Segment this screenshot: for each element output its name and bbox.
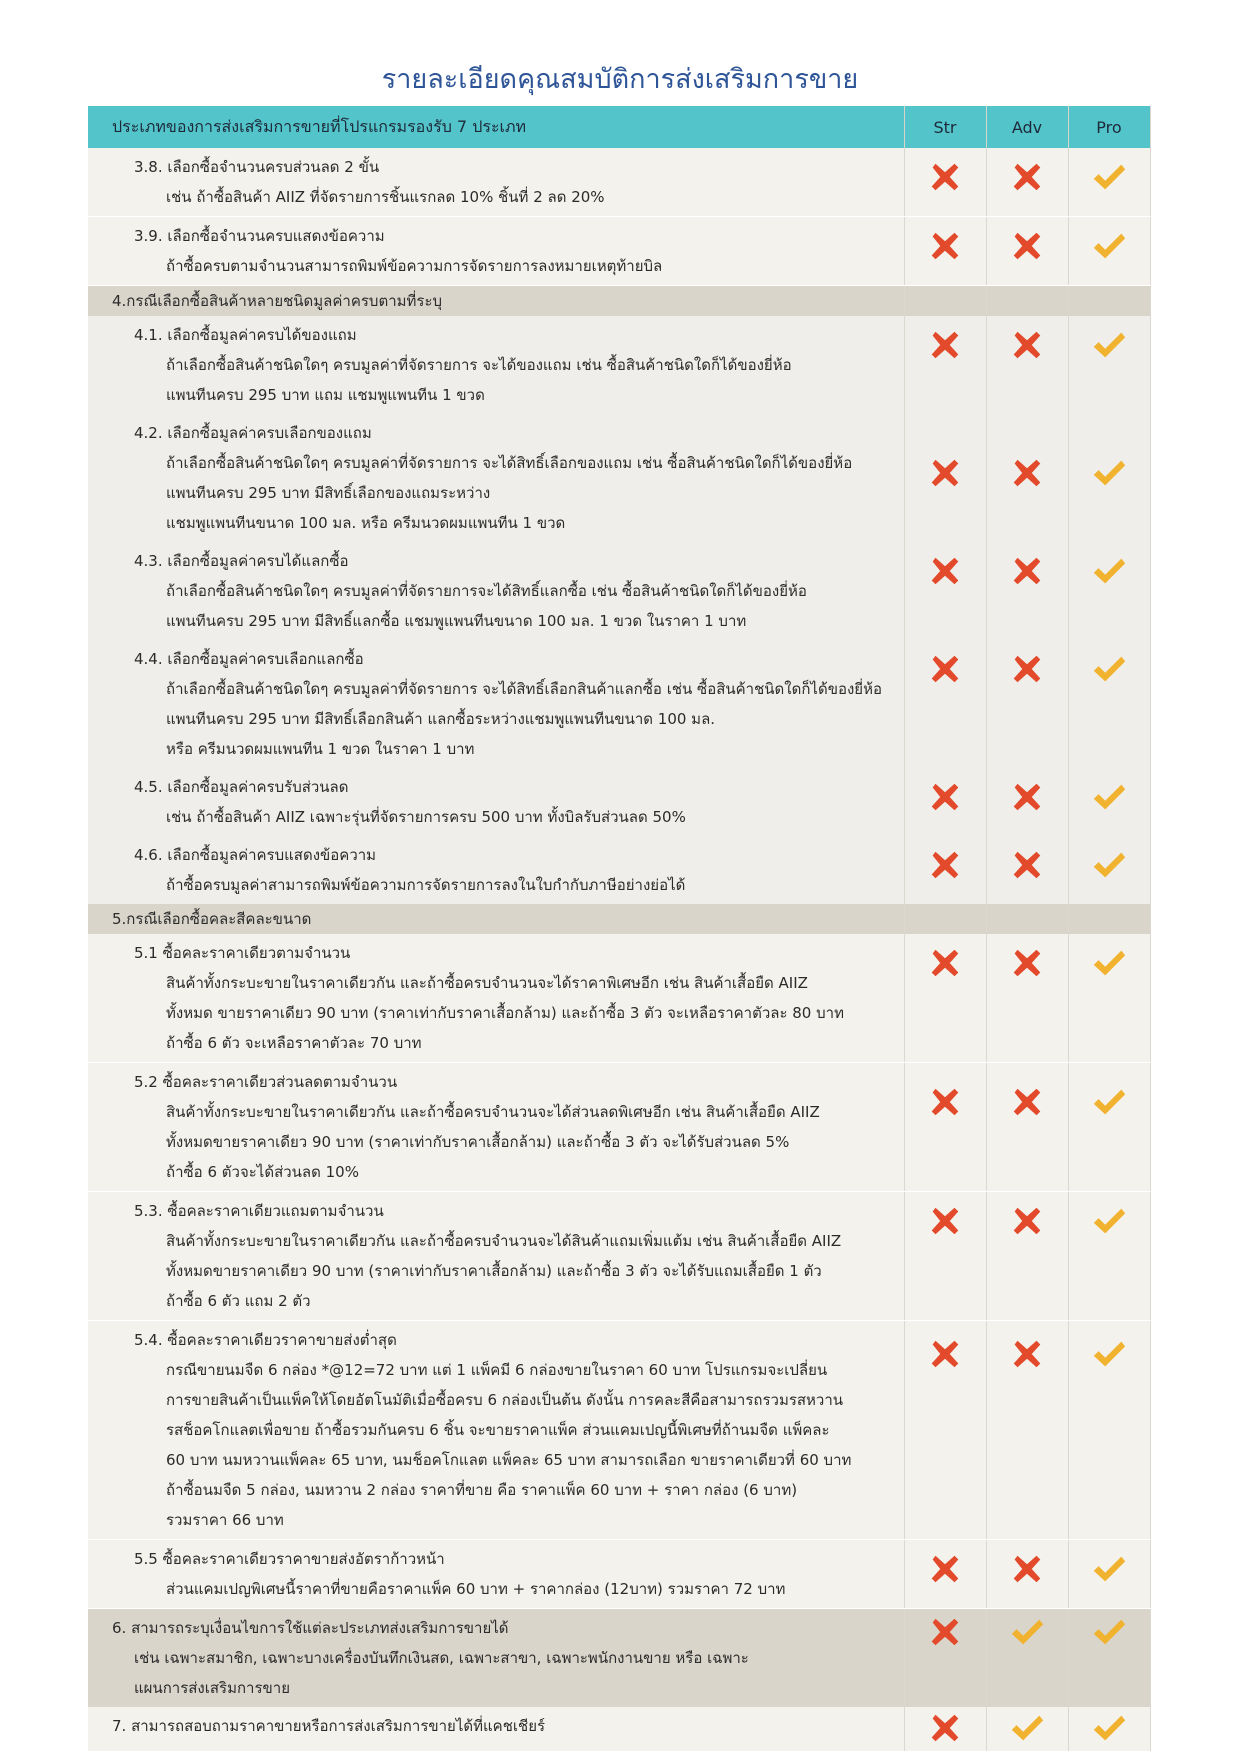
- item-title: 3.9. เลือกซื้อจำนวนครบแสดงข้อความ: [134, 227, 385, 245]
- check-icon: [1069, 1321, 1150, 1373]
- table-row: [88, 1063, 1150, 1192]
- check-icon: [1069, 414, 1150, 492]
- check-icon: [1069, 542, 1150, 590]
- item-title: 5.5 ซื้อคละราคาเดียวราคาขายส่งอัตราก้าวหน้า: [134, 1550, 445, 1568]
- check-icon: [1069, 217, 1150, 265]
- item-detail: เช่น เฉพาะสมาชิก, เฉพาะบางเครื่องบันทึกเงินสด, เฉพาะสาขา, เฉพาะพนักงานขาย หรือ เฉพาะ: [134, 1649, 749, 1667]
- cross-icon: [987, 148, 1068, 196]
- cross-icon: [905, 542, 986, 590]
- cross-icon: [905, 640, 986, 688]
- item-detail: ถ้าซื้อครบมูลค่าสามารถพิมพ์ข้อความการจัดรายการลงในใบกำกับภาษีอย่างย่อได้: [166, 876, 686, 894]
- item-detail: ถ้าซื้อครบตามจำนวนสามารถพิมพ์ข้อความการจัดรายการลงหมายเหตุท้ายบิล: [166, 257, 663, 275]
- check-icon: [1069, 934, 1150, 982]
- cross-icon: [987, 836, 1068, 884]
- table-row: [88, 768, 1150, 836]
- item-title: 6. สามารถระบุเงื่อนไขการใช้แต่ละประเภทส่งเสริมการขายได้: [112, 1619, 509, 1637]
- item-detail: แชมพูแพนทีนขนาด 100 มล. หรือ ครีมนวดผมแพนทีน 1 ขวด: [166, 514, 566, 532]
- cross-icon: [905, 1063, 986, 1121]
- item-detail: สินค้าทั้งกระบะขายในราคาเดียวกัน และถ้าซื้อครบจำนวนจะได้สินค้าแถมเพิ่มแต้ม เช่น สินค้าเสื้อยืด AIIZ: [166, 1232, 842, 1250]
- cross-icon: [905, 1707, 986, 1751]
- item-detail: แผนการส่งเสริมการขาย: [134, 1679, 291, 1697]
- item-title: 5.2 ซื้อคละราคาเดียวส่วนลดตามจำนวน: [134, 1073, 398, 1091]
- cross-icon: [905, 1321, 986, 1373]
- cross-icon: [905, 217, 986, 265]
- item-detail: แพนทีนครบ 295 บาท มีสิทธิ์เลือกสินค้า แลกซื้อระหว่างแชมพูแพนทีนขนาด 100 มล.: [166, 710, 716, 728]
- promotion-feature-table: [88, 106, 1151, 1752]
- table-row: [88, 836, 1150, 904]
- table-row: [88, 1192, 1150, 1321]
- cross-icon: [905, 1192, 986, 1240]
- check-icon: [1069, 316, 1150, 364]
- header-description: ประเภทของการส่งเสริมการขายที่โปรแกรมรองรับ 7 ประเภท: [88, 106, 904, 148]
- item-detail: ถ้าซื้อ 6 ตัว แถม 2 ตัว: [166, 1292, 311, 1310]
- check-icon: [1069, 836, 1150, 884]
- header-str: Str: [904, 106, 986, 148]
- check-icon: [1069, 1609, 1150, 1651]
- header-adv: Adv: [986, 106, 1068, 148]
- cross-icon: [905, 148, 986, 196]
- cross-icon: [987, 1063, 1068, 1121]
- cross-icon: [987, 1192, 1068, 1240]
- item-title: 4.6. เลือกซื้อมูลค่าครบแสดงข้อความ: [134, 846, 377, 864]
- cross-icon: [987, 316, 1068, 364]
- cross-icon: [905, 836, 986, 884]
- check-icon: [1069, 1707, 1150, 1751]
- item-detail: ทั้งหมดขายราคาเดียว 90 บาท (ราคาเท่ากับราคาเสื้อกล้าม) และถ้าซื้อ 3 ตัว จะได้รับแถมเสื้อยืด 1 ตัว: [166, 1262, 822, 1280]
- cross-icon: [905, 934, 986, 982]
- check-icon: [1069, 1063, 1150, 1121]
- section-title: 4.กรณีเลือกซื้อสินค้าหลายชนิดมูลค่าครบตามที่ระบุ: [112, 292, 443, 310]
- cross-icon: [987, 217, 1068, 265]
- table-row: [88, 148, 1150, 217]
- cross-icon: [987, 1540, 1068, 1588]
- section-row: [88, 286, 1150, 317]
- item-detail: ทั้งหมดขายราคาเดียว 90 บาท (ราคาเท่ากับราคาเสื้อกล้าม) และถ้าซื้อ 3 ตัว จะได้รับส่วนลด 5%: [166, 1133, 790, 1151]
- item-title: 4.4. เลือกซื้อมูลค่าครบเลือกแลกซื้อ: [134, 650, 364, 668]
- table-row: [88, 542, 1150, 640]
- table-row: [88, 316, 1150, 414]
- cross-icon: [905, 316, 986, 364]
- item-title: 4.3. เลือกซื้อมูลค่าครบได้แลกซื้อ: [134, 552, 349, 570]
- cross-icon: [905, 768, 986, 816]
- item-detail: ถ้าเลือกซื้อสินค้าชนิดใดๆ ครบมูลค่าที่จัดรายการจะได้สิทธิ์แลกซื้อ เช่น ซื้อสินค้าชนิดใดก็ได้ของยี่ห้อ: [166, 582, 807, 600]
- item-detail: กรณีขายนมจืด 6 กล่อง *@12=72 บาท แต่ 1 แพ็คมี 6 กล่องขายในราคา 60 บาท โปรแกรมจะเปลี่ยน: [166, 1361, 828, 1379]
- table-row: [88, 640, 1150, 768]
- cross-icon: [987, 768, 1068, 816]
- check-icon: [987, 1609, 1068, 1651]
- table-header-row: [88, 106, 1150, 148]
- section-title: 5.กรณีเลือกซื้อคละสีคละขนาด: [112, 910, 312, 928]
- cross-icon: [905, 414, 986, 492]
- check-icon: [987, 1707, 1068, 1751]
- item-detail: ทั้งหมด ขายราคาเดียว 90 บาท (ราคาเท่ากับราคาเสื้อกล้าม) และถ้าซื้อ 3 ตัว จะเหลือราคาตัวละ 80 บาท: [166, 1004, 844, 1022]
- section-row: [88, 904, 1150, 934]
- item-title: 5.3. ซื้อคละราคาเดียวแถมตามจำนวน: [134, 1202, 384, 1220]
- item-title: 7. สามารถสอบถามราคาขายหรือการส่งเสริมการขายได้ที่แคชเชียร์: [112, 1717, 546, 1735]
- item-title: 5.4. ซื้อคละราคาเดียวราคาขายส่งต่ำสุด: [134, 1331, 397, 1349]
- item-detail: 60 บาท นมหวานแพ็คละ 65 บาท, นมช็อคโกแลต แพ็คละ 65 บาท สามารถเลือก ขายราคาเดียวที่ 60 บาท: [166, 1451, 852, 1469]
- item-title: 5.1 ซื้อคละราคาเดียวตามจำนวน: [134, 944, 351, 962]
- item-detail: ถ้าเลือกซื้อสินค้าชนิดใดๆ ครบมูลค่าที่จัดรายการ จะได้สิทธิ์เลือกสินค้าแลกซื้อ เช่น ซื้อสินค้าชนิดใดก็ได้ของยี่ห้อ: [166, 680, 882, 698]
- table-row: [88, 1540, 1150, 1609]
- item-detail: การขายสินค้าเป็นแพ็คให้โดยอัตโนมัติเมื่อซื้อครบ 6 กล่องเป็นต้น ดังนั้น การคละสีคือสามารถรวมรสหวาน: [166, 1391, 844, 1409]
- item-detail: ถ้าเลือกซื้อสินค้าชนิดใดๆ ครบมูลค่าที่จัดรายการ จะได้สิทธิ์เลือกของแถม เช่น ซื้อสินค้าชนิดใดก็ได้ของยี่ห้อ: [166, 454, 853, 472]
- item-detail: ส่วนแคมเปญพิเศษนี้ราคาที่ขายคือราคาแพ็ค 60 บาท + ราคากล่อง (12บาท) รวมราคา 72 บาท: [166, 1580, 786, 1598]
- item-detail: สินค้าทั้งกระบะขายในราคาเดียวกัน และถ้าซื้อครบจำนวนจะได้ราคาพิเศษอีก เช่น สินค้าเสื้อยืด AIIZ: [166, 974, 808, 992]
- table-row: [88, 1321, 1150, 1540]
- item-title: 3.8. เลือกซื้อจำนวนครบส่วนลด 2 ขั้น: [134, 158, 380, 176]
- cross-icon: [987, 934, 1068, 982]
- cross-icon: [905, 1540, 986, 1588]
- table-row: [88, 1609, 1150, 1708]
- cross-icon: [987, 1321, 1068, 1373]
- table-row: [88, 1707, 1150, 1752]
- table-row: [88, 934, 1150, 1063]
- item-detail: รวมราคา 66 บาท: [166, 1511, 284, 1529]
- cross-icon: [987, 414, 1068, 492]
- item-title: 4.5. เลือกซื้อมูลค่าครบรับส่วนลด: [134, 778, 349, 796]
- check-icon: [1069, 1540, 1150, 1588]
- item-detail: แพนทีนครบ 295 บาท มีสิทธิ์เลือกของแถมระหว่าง: [166, 484, 491, 502]
- check-icon: [1069, 148, 1150, 196]
- check-icon: [1069, 768, 1150, 816]
- header-pro: Pro: [1068, 106, 1150, 148]
- item-detail: รสช็อคโกแลตเพื่อขาย ถ้าซื้อรวมกันครบ 6 ชิ้น จะขายราคาแพ็ค ส่วนแคมเปญนี้พิเศษที่ถ้านมจืด แพ็คละ: [166, 1421, 830, 1439]
- cross-icon: [987, 542, 1068, 590]
- item-detail: แพนทีนครบ 295 บาท แถม แชมพูแพนทีน 1 ขวด: [166, 386, 485, 404]
- item-detail: เช่น ถ้าซื้อสินค้า AIIZ ที่จัดรายการชิ้นแรกลด 10% ชิ้นที่ 2 ลด 20%: [166, 188, 605, 206]
- item-detail: ถ้าซื้อนมจืด 5 กล่อง, นมหวาน 2 กล่อง ราคาที่ขาย คือ ราคาแพ็ค 60 บาท + ราคา กล่อง (6 บาท): [166, 1481, 798, 1499]
- check-icon: [1069, 1192, 1150, 1240]
- item-detail: ถ้าซื้อ 6 ตัวจะได้ส่วนลด 10%: [166, 1163, 359, 1181]
- table-row: [88, 414, 1150, 542]
- item-title: 4.2. เลือกซื้อมูลค่าครบเลือกของแถม: [134, 424, 372, 442]
- item-detail: ถ้าเลือกซื้อสินค้าชนิดใดๆ ครบมูลค่าที่จัดรายการ จะได้ของแถม เช่น ซื้อสินค้าชนิดใดก็ได้ของยี่ห้อ: [166, 356, 792, 374]
- cross-icon: [987, 640, 1068, 688]
- item-detail: แพนทีนครบ 295 บาท มีสิทธิ์แลกซื้อ แชมพูแพนทีนขนาด 100 มล. 1 ขวด ในราคา 1 บาท: [166, 612, 747, 630]
- item-detail: เช่น ถ้าซื้อสินค้า AIIZ เฉพาะรุ่นที่จัดรายการครบ 500 บาท ทั้งบิลรับส่วนลด 50%: [166, 808, 686, 826]
- cross-icon: [905, 1609, 986, 1651]
- item-detail: ถ้าซื้อ 6 ตัว จะเหลือราคาตัวละ 70 บาท: [166, 1034, 422, 1052]
- page-title: รายละเอียดคุณสมบัติการส่งเสริมการขาย: [381, 64, 859, 95]
- check-icon: [1069, 640, 1150, 688]
- item-detail: หรือ ครีมนวดผมแพนทีน 1 ขวด ในราคา 1 บาท: [166, 740, 475, 758]
- item-title: 4.1. เลือกซื้อมูลค่าครบได้ของแถม: [134, 326, 357, 344]
- table-row: [88, 217, 1150, 286]
- item-detail: สินค้าทั้งกระบะขายในราคาเดียวกัน และถ้าซื้อครบจำนวนจะได้ส่วนลดพิเศษอีก เช่น สินค้าเสื้อยืด AIIZ: [166, 1103, 820, 1121]
